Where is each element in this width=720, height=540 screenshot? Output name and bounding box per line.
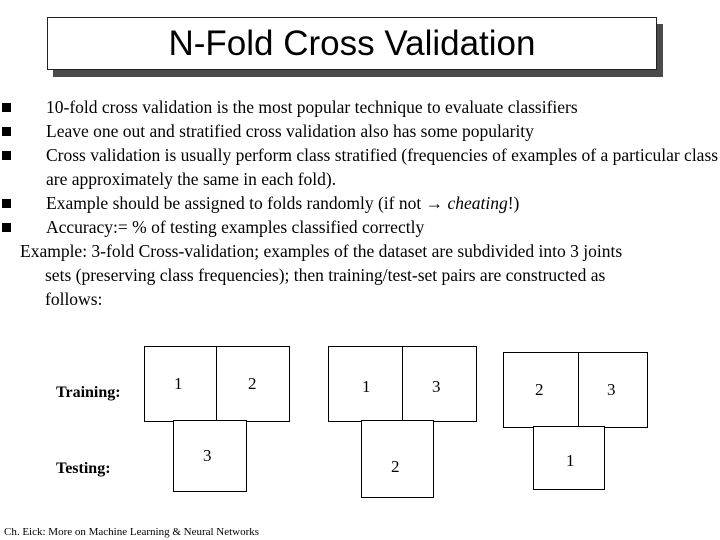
bullet-item	[0, 119, 720, 143]
bullet-text: 10-fold cross validation is the most popular technique to evaluate classifiers	[46, 97, 578, 117]
example-line: sets (preserving class frequencies); then training/test-set pairs are constructed as	[45, 265, 606, 285]
fold-1-testing-value: 3	[203, 446, 212, 465]
example-line: Example: 3-fold Cross-validation; examples of the dataset are subdivided into 3 joints	[20, 241, 623, 261]
testing-label: Testing:	[56, 460, 111, 477]
bullet-list	[0, 95, 720, 311]
fold-2-testing-value: 2	[391, 457, 400, 476]
bullet-text: Leave one out and stratified cross validation also has some popularity	[46, 121, 534, 141]
slide-title: N-Fold Cross Validation	[168, 23, 536, 63]
title-box	[47, 17, 657, 70]
bullet-text: Accuracy:= % of testing examples classified correctly	[46, 217, 425, 237]
fold-3-testing-value: 1	[566, 451, 575, 470]
example-line: follows:	[45, 289, 103, 309]
fold-3-training-a-value: 2	[535, 380, 544, 399]
bullet-item	[0, 215, 720, 239]
bullet-item	[0, 95, 720, 119]
footer-credit: Ch. Eick: More on Machine Learning & Neural Networks	[4, 526, 260, 538]
arrow-right-icon: →	[425, 193, 444, 213]
fold-3-training-b-value: 3	[607, 380, 616, 399]
bullet-item	[0, 191, 720, 215]
fold-2-training-a-value: 1	[362, 377, 371, 396]
square-bullet-icon	[2, 103, 11, 112]
cheating-text: cheating	[447, 193, 508, 213]
bullet-text: Cross validation is usually perform class stratified (frequencies of examples of a particular class are approximately the same in each fold).	[46, 145, 719, 189]
fold-1-training-a-value: 1	[174, 374, 183, 393]
training-label: Training:	[56, 384, 121, 401]
square-bullet-icon	[2, 223, 11, 232]
bullet-item	[0, 143, 720, 191]
bullet-text: Example should be assigned to folds randomly (if not	[46, 193, 422, 213]
fold-1-training-b-value: 2	[248, 374, 257, 393]
fold-2-training-b-value: 3	[432, 377, 441, 396]
square-bullet-icon	[2, 151, 11, 160]
square-bullet-icon	[2, 199, 11, 208]
square-bullet-icon	[2, 127, 11, 136]
cheating-suffix: !)	[507, 193, 520, 213]
example-paragraph	[0, 239, 720, 311]
